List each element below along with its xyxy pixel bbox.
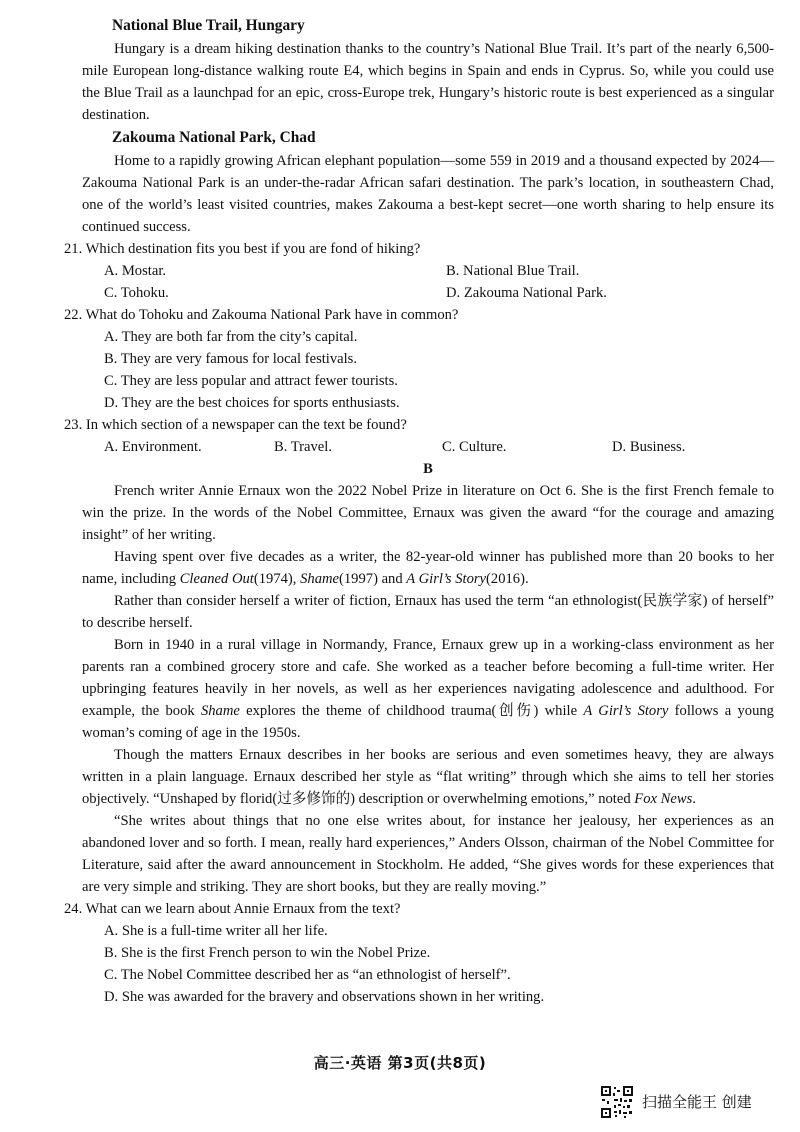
exam-page [64,14,774,1008]
question-21-options-row-2 [104,282,774,304]
question-24: 24. What can we learn about Annie Ernaux from the text? [64,901,401,917]
option-23-c: C. Culture. [442,439,507,455]
option-22-b: B. They are very famous for local festivals. [104,351,358,367]
option-21-d: D. Zakouma National Park. [446,285,607,301]
passage-heading-blue-trail: National Blue Trail, Hungary [112,17,305,34]
passage-paragraph-blue-trail: Hungary is a dream hiking destination thanks to the country’s National Blue Trail. It’s part of the nearly 6,500-mile European long-distance walking route E4, which begins in Spain and ends in Cyprus. So, while you could use the Blue Trail as a launchpad for an epic, cross-Europe trek, Hungary’s historic route is best experienced as a singular destination. [82,41,774,123]
option-22-c: C. They are less popular and attract fewer tourists. [104,373,398,389]
passage-b-paragraph-3: Rather than consider herself a writer of fiction, Ernaux has used the term “an ethnologist(民族学家) of herself” to describe herself. [82,593,774,631]
option-23-b: B. Travel. [274,439,332,455]
question-21-options-row-1 [104,260,774,282]
book-title: Cleaned Out [179,571,254,587]
option-24-c: C. The Nobel Committee described her as “an ethnologist of herself”. [104,967,511,983]
question-23: 23. In which section of a newspaper can the text be found? [64,417,407,433]
question-21: 21. Which destination fits you best if you are fond of hiking? [64,241,421,257]
watermark-text: 扫描全能王 创建 [642,1093,752,1111]
scanner-watermark [600,1086,752,1118]
book-title: A Girl’s Story [406,571,487,587]
question-23-options [104,436,774,458]
option-22-d: D. They are the best choices for sports enthusiasts. [104,395,400,411]
section-b-label: B [423,461,433,477]
option-21-b: B. National Blue Trail. [446,263,580,279]
option-23-a: A. Environment. [104,439,202,455]
option-21-a: A. Mostar. [104,263,167,279]
passage-b-paragraph-5: Though the matters Ernaux describes in her books are serious and even sometimes heavy, they are always written in a plain language. Ernaux described her style as “flat writing” through which she aims to tell her stories objectively. “Unshaped by florid(过多修饰的) description or overwhelming emotions,” noted Fox News. [82,747,774,807]
book-title: Shame [200,703,240,719]
option-21-c: C. Tohoku. [104,285,169,301]
source-name: Fox News [634,791,693,807]
book-title: A Girl’s Story [583,703,669,719]
passage-b-paragraph-4: Born in 1940 in a rural village in Normandy, France, Ernaux grew up in a working-class environment as her parents ran a combined grocery store and cafe. She worked as a teacher before becoming a full-time writer. Her upbringing features heavily in her novels, as well as her experiences navigating adolescence and adulthood. For example, the book Shame explores the theme of childhood trauma(创伤) while A Girl’s Story follows a young woman’s coming of age in the 1950s. [82,637,774,741]
option-22-a: A. They are both far from the city’s capital. [104,329,358,345]
passage-b-paragraph-1: French writer Annie Ernaux won the 2022 Nobel Prize in literature on Oct 6. She is the first French female to win the prize. In the words of the Nobel Committee, Ernaux was given the award “for the courage and amazing insight” of her writing. [82,483,774,543]
question-22: 22. What do Tohoku and Zakouma National Park have in common? [64,307,459,323]
passage-heading-zakouma: Zakouma National Park, Chad [112,129,316,146]
passage-paragraph-zakouma: Home to a rapidly growing African elephant population—some 559 in 2019 and a thousand expected by 2024—Zakouma National Park is an under-the-radar African safari destination. The park’s location, in southeastern Chad, one of the world’s least visited countries, makes Zakouma a best-kept secret—one worth sharing to help ensure its continued success. [82,153,774,235]
option-23-d: D. Business. [612,439,686,455]
option-24-a: A. She is a full-time writer all her life. [104,923,328,939]
passage-b-paragraph-6: “She writes about things that no one else writes about, for instance her jealousy, her experiences as an abandoned lover and so forth. I mean, really hard experiences,” Anders Olsson, chairman of the Nobel Committee for Literature, said after the award announcement in Stockholm. He added, “She gives words for these experiences that are very simple and striking. They are short books, but they are really moving.” [82,813,774,895]
option-24-b: B. She is the first French person to win the Nobel Prize. [104,945,431,961]
page-footer: 高三·英语 第3页(共8页) [313,1054,487,1072]
option-24-d: D. She was awarded for the bravery and observations shown in her writing. [104,989,545,1005]
qr-code-icon [600,1085,634,1119]
book-title: Shame [300,571,340,587]
passage-b-paragraph-2: Having spent over five decades as a writer, the 82-year-old winner has published more than 20 books to her name, including Cleaned Out(1974), Shame(1997) and A Girl’s Story(2016). [82,549,774,587]
